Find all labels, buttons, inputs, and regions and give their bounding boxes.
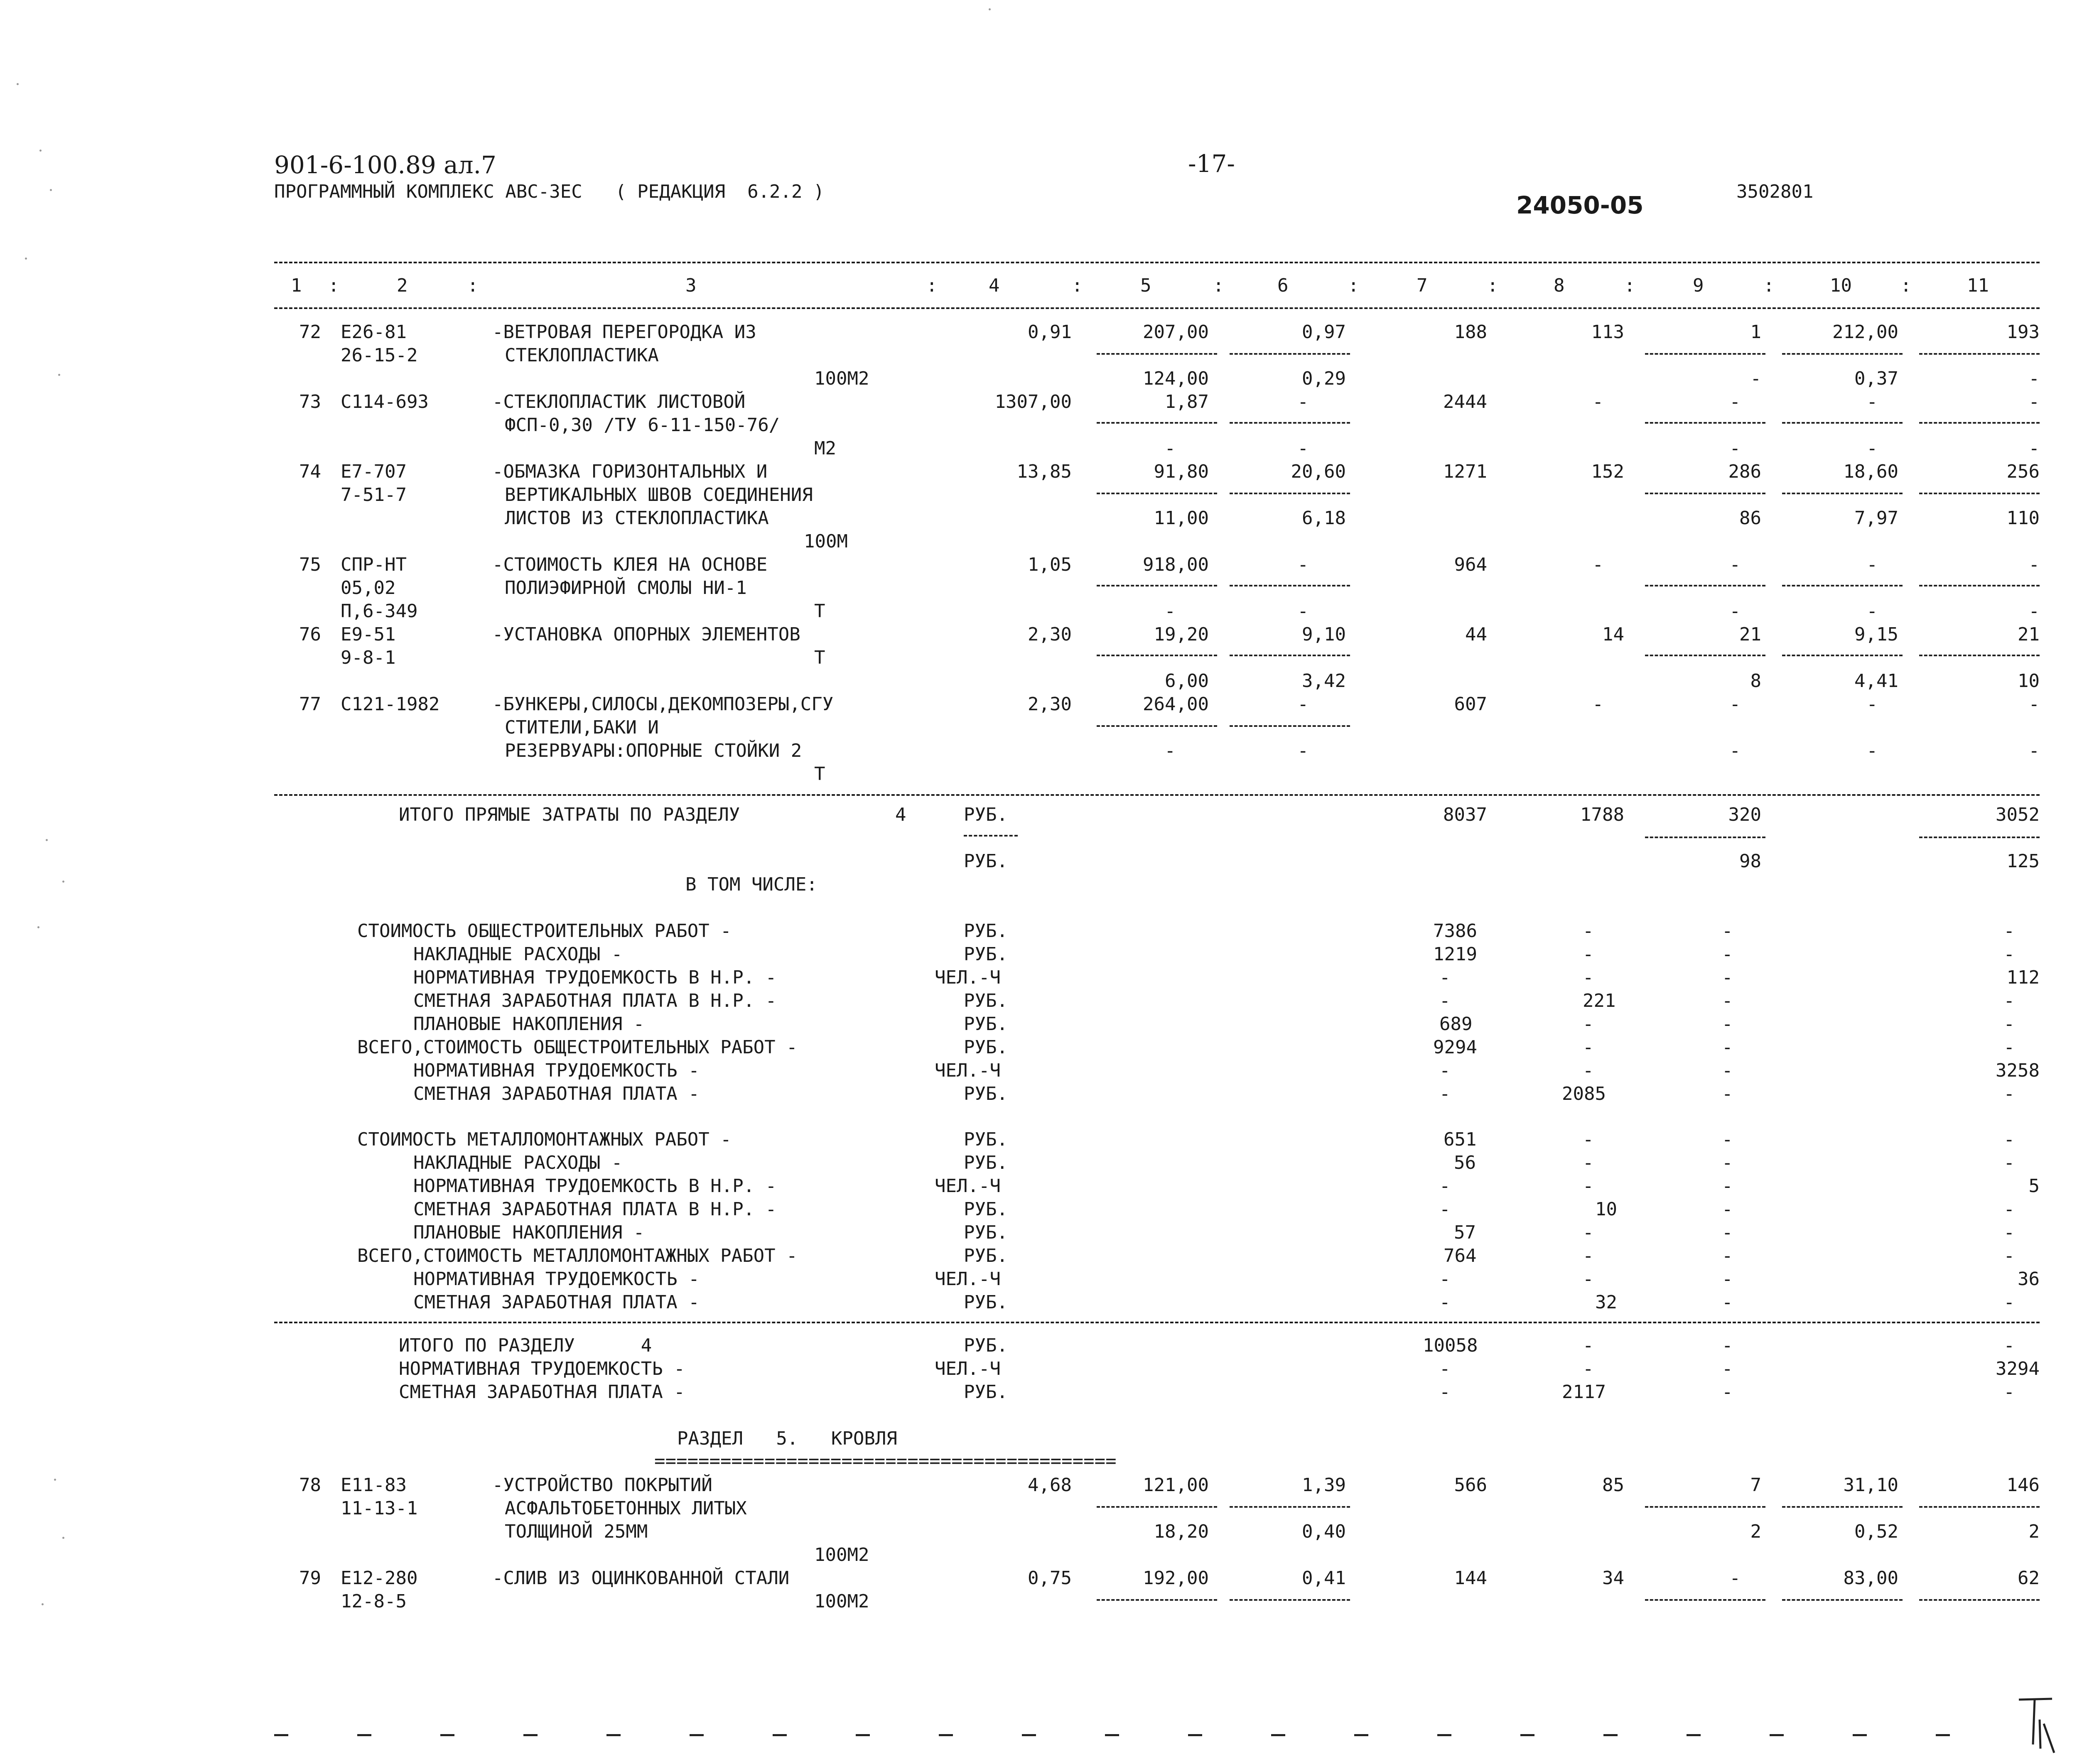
col-header-1: 1: [291, 275, 302, 296]
col-header-10: 10: [1830, 275, 1852, 296]
stamp-number: 24050-05: [1516, 191, 1644, 219]
section-total-rule: [274, 1322, 2040, 1323]
page-number: -17-: [1188, 150, 1235, 178]
col-header-11: 11: [1967, 275, 1989, 296]
col-header-5: 5: [1140, 275, 1151, 296]
section-rule: [274, 794, 2040, 796]
program-title: ПРОГРАММНЫЙ КОМПЛЕКС АВС-3ЕС ( РЕДАКЦИЯ 6.2.2 ): [274, 181, 825, 202]
pen-mark-icon: [2015, 1695, 2065, 1761]
table-header-rule: [274, 307, 2040, 309]
doc-id: 3502801: [1736, 181, 1814, 202]
col-header-7: 7: [1417, 275, 1428, 296]
doc-code: 901-6-100.89 ал.7: [274, 151, 496, 179]
table-top-rule: [274, 262, 2040, 263]
section-5-title: РАЗДЕЛ 5. КРОВЛЯ: [677, 1428, 897, 1449]
col-header-8: 8: [1554, 275, 1565, 296]
col-header-3: 3: [685, 275, 697, 296]
col-header-6: 6: [1277, 275, 1289, 296]
col-header-4: 4: [989, 275, 1000, 296]
section-5-underline: ==========================================: [654, 1450, 1117, 1472]
col-header-9: 9: [1693, 275, 1704, 296]
col-header-2: 2: [397, 275, 408, 296]
